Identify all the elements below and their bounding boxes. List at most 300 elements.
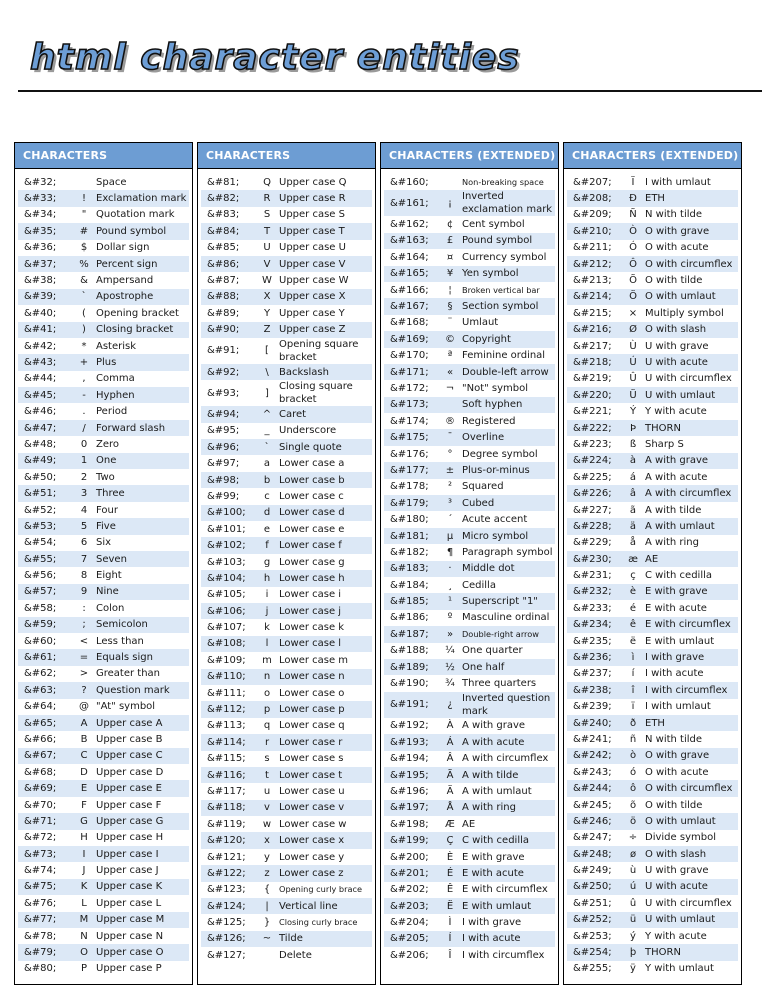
entity-code: &#41; <box>24 324 57 336</box>
table-row <box>18 567 189 583</box>
entity-symbol: Õ <box>629 275 637 287</box>
entity-symbol: 4 <box>80 504 88 516</box>
entity-code: &#205; <box>390 933 429 945</box>
table-row <box>384 783 555 799</box>
entity-description: Currency symbol <box>462 251 547 263</box>
table-row <box>567 256 738 272</box>
table-row <box>18 912 189 928</box>
entity-symbol: ± <box>445 464 455 476</box>
entity-symbol: × <box>628 307 638 319</box>
entity-code: &#44; <box>24 373 57 385</box>
entity-code: &#169; <box>390 333 429 345</box>
entity-code: &#127; <box>207 949 246 961</box>
table-row <box>18 322 189 338</box>
table-row <box>384 479 555 495</box>
entity-description: Y with acute <box>645 930 707 942</box>
entity-code: &#202; <box>390 884 429 896</box>
entity-symbol: l <box>265 638 269 650</box>
entity-symbol: ¶ <box>446 546 454 558</box>
entity-code: &#199; <box>390 835 429 847</box>
entity-code: &#92; <box>207 366 240 378</box>
entity-code: &#110; <box>207 671 246 683</box>
entity-symbol: µ <box>446 530 454 542</box>
entity-code: &#249; <box>573 865 612 877</box>
entity-code: &#209; <box>573 209 612 221</box>
entity-symbol: ¡ <box>447 197 452 209</box>
entity-description: U with acute <box>645 356 708 368</box>
entity-symbol: ¬ <box>445 382 455 394</box>
entity-symbol: ! <box>81 193 86 205</box>
entity-code: &#32; <box>24 176 57 188</box>
entity-code: &#55; <box>24 553 57 565</box>
entity-description: E with circumflex <box>645 619 731 631</box>
entity-symbol: s <box>264 753 270 765</box>
entity-symbol: º <box>447 612 453 624</box>
table-row <box>567 633 738 649</box>
entity-code: &#79; <box>24 947 57 959</box>
entity-code: &#178; <box>390 481 429 493</box>
table-row <box>201 439 372 455</box>
entity-description: O with umlaut <box>645 291 716 303</box>
entity-code: &#195; <box>390 769 429 781</box>
entity-symbol: 3 <box>80 488 88 500</box>
entity-symbol: ç <box>630 570 636 582</box>
entity-code: &#45; <box>24 389 57 401</box>
entity-description: Lower case d <box>279 507 345 519</box>
entity-description: Lower case l <box>279 638 342 650</box>
entity-code: &#224; <box>573 455 612 467</box>
entity-symbol: _ <box>264 425 270 437</box>
table-row <box>201 882 372 898</box>
entity-code: &#175; <box>390 432 429 444</box>
table-row <box>18 895 189 911</box>
entity-code: &#113; <box>207 720 246 732</box>
table-row <box>384 882 555 898</box>
entity-description: ETH <box>645 717 665 729</box>
entity-symbol: Ñ <box>629 209 637 221</box>
entity-description: Upper case N <box>96 930 164 942</box>
entity-description: Two <box>96 471 115 483</box>
panel-header: CHARACTERS <box>198 143 375 169</box>
entity-code: &#172; <box>390 382 429 394</box>
entity-code: &#38; <box>24 275 57 287</box>
entity-description: THORN <box>645 422 681 434</box>
table-row <box>567 174 738 190</box>
entity-symbol: X <box>263 291 271 303</box>
entity-description: Lower case f <box>279 540 342 552</box>
entity-description: A with grave <box>645 455 709 467</box>
entity-symbol: Ò <box>629 225 637 237</box>
entity-code: &#200; <box>390 851 429 863</box>
entity-description: U with grave <box>645 865 709 877</box>
entity-description: Upper case R <box>279 193 346 205</box>
entity-symbol: ~ <box>262 933 272 945</box>
entity-description: U with circumflex <box>645 897 732 909</box>
entity-code: &#228; <box>573 520 612 532</box>
entity-symbol: Á <box>446 736 454 748</box>
entity-code: &#217; <box>573 340 612 352</box>
entity-description: AE <box>462 818 476 830</box>
entity-code: &#189; <box>390 661 429 673</box>
table-row <box>18 387 189 403</box>
table-row <box>567 567 738 583</box>
table-row <box>18 928 189 944</box>
entity-symbol: à <box>629 455 637 467</box>
entity-description: Lower case b <box>279 474 345 486</box>
table-row <box>384 914 555 930</box>
table-row <box>567 469 738 485</box>
entity-code: &#121; <box>207 851 246 863</box>
entity-code: &#86; <box>207 258 240 270</box>
entity-symbol: Ü <box>629 389 637 401</box>
entity-description: E with umlaut <box>462 900 532 912</box>
table-row <box>18 535 189 551</box>
entity-description: Lower case o <box>279 687 345 699</box>
entity-code: &#223; <box>573 438 612 450</box>
entity-description: O with grave <box>645 225 710 237</box>
table-row <box>201 587 372 603</box>
entity-description: A with circumflex <box>462 753 549 765</box>
entity-symbol: · <box>448 563 452 575</box>
table-row <box>567 879 738 895</box>
table-row <box>567 649 738 665</box>
entity-code: &#61; <box>24 652 57 664</box>
entity-symbol: í <box>631 668 635 680</box>
entity-description: O with tilde <box>645 275 703 287</box>
entity-symbol: h <box>263 572 271 584</box>
table-row <box>18 272 189 288</box>
entity-code: &#173; <box>390 399 429 411</box>
entity-symbol: © <box>445 333 455 345</box>
entity-symbol: k <box>264 622 270 634</box>
table-row <box>384 511 555 527</box>
table-row <box>18 240 189 256</box>
entity-code: &#165; <box>390 268 429 280</box>
entity-symbol: v <box>264 802 270 814</box>
entity-symbol: [ <box>265 345 269 357</box>
entity-code: &#107; <box>207 622 246 634</box>
table-row <box>384 397 555 413</box>
table-row <box>201 223 372 239</box>
entity-description: U with circumflex <box>645 373 732 385</box>
entity-description: A with ring <box>462 802 516 814</box>
entity-symbol: ª <box>447 350 453 362</box>
table-row <box>18 633 189 649</box>
entity-symbol: c <box>264 490 270 502</box>
entity-symbol: 0 <box>80 438 88 450</box>
table-row <box>201 488 372 504</box>
entity-description: Eight <box>96 570 122 582</box>
entity-code: &#164; <box>390 251 429 263</box>
table-row <box>201 364 372 380</box>
entity-description: I with circumflex <box>462 949 545 961</box>
entity-symbol: õ <box>629 799 637 811</box>
entity-symbol: ì <box>631 652 635 664</box>
entity-code: &#208; <box>573 193 612 205</box>
entity-symbol: e <box>263 523 271 535</box>
entity-code: &#162; <box>390 219 429 231</box>
entity-symbol: # <box>79 225 89 237</box>
entity-code: &#67; <box>24 750 57 762</box>
entity-symbol: W <box>262 275 272 287</box>
entity-code: &#225; <box>573 471 612 483</box>
entity-code: &#255; <box>573 963 612 975</box>
table-row <box>384 832 555 848</box>
table-row <box>567 895 738 911</box>
entity-description: Apostrophe <box>96 291 154 303</box>
entity-symbol: ¿ <box>447 699 453 711</box>
entity-code: &#232; <box>573 586 612 598</box>
entity-symbol: ¯ <box>447 432 453 444</box>
entity-description: I with grave <box>462 917 522 929</box>
table-row <box>384 282 555 298</box>
entity-description: Lower case u <box>279 785 345 797</box>
entity-description: Lower case n <box>279 671 345 683</box>
entity-code: &#220; <box>573 389 612 401</box>
table-row <box>201 554 372 570</box>
entity-symbol: ° <box>447 448 453 460</box>
entity-symbol: / <box>82 422 86 434</box>
entity-code: &#102; <box>207 540 246 552</box>
entity-description: Cedilla <box>462 579 496 591</box>
entity-description: Upper case B <box>96 733 163 745</box>
entity-code: &#246; <box>573 815 612 827</box>
table-row <box>384 174 555 190</box>
entity-code: &#245; <box>573 799 612 811</box>
entity-symbol: L <box>81 897 87 909</box>
entity-symbol: U <box>263 242 271 254</box>
entity-code: &#179; <box>390 497 429 509</box>
entity-description: Question mark <box>96 684 170 696</box>
entity-description: Plus-or-minus <box>462 464 530 476</box>
entity-description: E with grave <box>462 851 525 863</box>
entity-symbol: @ <box>79 701 89 713</box>
entity-code: &#98; <box>207 474 240 486</box>
entity-symbol: a <box>263 458 271 470</box>
table-row <box>384 577 555 593</box>
entity-code: &#63; <box>24 684 57 696</box>
entity-code: &#177; <box>390 464 429 476</box>
table-row <box>384 233 555 249</box>
entity-description: One quarter <box>462 645 523 657</box>
entity-code: &#75; <box>24 881 57 893</box>
entity-symbol: D <box>80 766 88 778</box>
entity-code: &#233; <box>573 602 612 614</box>
entity-code: &#60; <box>24 635 57 647</box>
entity-description: Upper case Q <box>279 176 347 188</box>
entity-code: &#46; <box>24 406 57 418</box>
table-row <box>18 617 189 633</box>
entity-symbol: ¢ <box>446 219 454 231</box>
entity-description: O with umlaut <box>645 815 716 827</box>
entity-code: &#242; <box>573 750 612 762</box>
entity-symbol: î <box>631 684 635 696</box>
entity-code: &#58; <box>24 602 57 614</box>
entity-description: Squared <box>462 481 504 493</box>
entity-code: &#51; <box>24 488 57 500</box>
entity-code: &#76; <box>24 897 57 909</box>
entity-symbol: ë <box>629 635 637 647</box>
table-row <box>567 830 738 846</box>
entity-description: Opening square bracket <box>279 338 359 363</box>
entity-description: A with umlaut <box>462 785 532 797</box>
entity-description: U with acute <box>645 881 708 893</box>
entity-description: I with acute <box>462 933 521 945</box>
entity-description: Feminine ordinal <box>462 350 546 362</box>
entity-description: Tilde <box>279 933 303 945</box>
table-row <box>567 797 738 813</box>
entity-code: &#239; <box>573 701 612 713</box>
entity-code: &#215; <box>573 307 612 319</box>
table-row <box>18 289 189 305</box>
entity-code: &#196; <box>390 785 429 797</box>
table-row <box>567 731 738 747</box>
entity-description: Dollar sign <box>96 242 150 254</box>
entity-description: Lower case m <box>279 654 349 666</box>
entity-symbol: ´ <box>447 514 453 526</box>
entity-symbol: ð <box>629 717 637 729</box>
entity-description: Exclamation mark <box>96 193 187 205</box>
entity-symbol: ô <box>629 783 637 795</box>
entity-symbol: r <box>264 736 270 748</box>
entity-code: &#240; <box>573 717 612 729</box>
table-row <box>567 551 738 567</box>
entity-description: Closing curly brace <box>279 917 358 928</box>
table-row <box>18 207 189 223</box>
table-row <box>384 249 555 265</box>
table-row <box>567 371 738 387</box>
entity-code: &#91; <box>207 345 240 357</box>
entity-description: Degree symbol <box>462 448 538 460</box>
entity-code: &#206; <box>390 949 429 961</box>
entity-description: I with acute <box>645 668 704 680</box>
entity-description: Sharp S <box>645 438 684 450</box>
table-row <box>18 748 189 764</box>
entity-description: Caret <box>279 408 307 420</box>
table-row <box>201 701 372 717</box>
table-row <box>18 699 189 715</box>
entity-symbol: { <box>263 884 271 896</box>
entity-code: &#214; <box>573 291 612 303</box>
table-row <box>201 669 372 685</box>
entity-description: Divide symbol <box>645 832 716 844</box>
table-row <box>201 380 372 406</box>
entity-code: &#104; <box>207 572 246 584</box>
entity-code: &#193; <box>390 736 429 748</box>
entity-code: &#88; <box>207 291 240 303</box>
table-row <box>201 931 372 947</box>
entity-code: &#212; <box>573 258 612 270</box>
entity-symbol: » <box>446 628 454 640</box>
entity-symbol: 7 <box>80 553 88 565</box>
entity-description: Lower case y <box>279 851 345 863</box>
entity-symbol: ö <box>629 815 637 827</box>
entity-description: Masculine ordinal <box>462 612 550 624</box>
entity-description: Upper case W <box>279 275 349 287</box>
entity-symbol: ä <box>629 520 637 532</box>
entity-symbol: d <box>263 507 271 519</box>
table-row <box>567 813 738 829</box>
entity-symbol: è <box>629 586 637 598</box>
entity-symbol: § <box>447 301 453 313</box>
table-row <box>567 240 738 256</box>
table-row <box>18 420 189 436</box>
table-row <box>201 406 372 422</box>
entity-symbol: Ó <box>629 242 637 254</box>
entity-symbol: ñ <box>629 733 637 745</box>
table-row <box>18 338 189 354</box>
entity-code: &#40; <box>24 307 57 319</box>
table-row <box>18 584 189 600</box>
entity-description: Upper case Z <box>279 324 346 336</box>
table-row <box>384 751 555 767</box>
entity-symbol: K <box>80 881 88 893</box>
entity-description: Registered <box>462 415 516 427</box>
table-row <box>384 931 555 947</box>
table-row <box>567 485 738 501</box>
table-row <box>18 944 189 960</box>
entity-description: Quotation mark <box>96 209 175 221</box>
table-row <box>384 298 555 314</box>
entity-symbol: Ö <box>629 291 637 303</box>
entity-symbol: % <box>79 258 89 270</box>
entity-description: Equals sign <box>96 652 153 664</box>
table-row <box>567 912 738 928</box>
table-row <box>201 190 372 206</box>
entity-symbol: ß <box>629 438 637 450</box>
entity-code: &#221; <box>573 406 612 418</box>
table-row <box>384 816 555 832</box>
entity-description: N with tilde <box>645 733 703 745</box>
entity-code: &#222; <box>573 422 612 434</box>
entity-description: Lower case t <box>279 769 343 781</box>
entity-description: Greater than <box>96 668 161 680</box>
entity-symbol: ` <box>81 291 87 303</box>
entity-description: Lower case c <box>279 490 344 502</box>
entity-description: Single quote <box>279 441 342 453</box>
entity-description: E with umlaut <box>645 635 715 647</box>
entity-symbol: 6 <box>80 537 88 549</box>
table-row <box>201 849 372 865</box>
entity-code: &#216; <box>573 324 612 336</box>
entity-description: A with ring <box>645 537 699 549</box>
entity-symbol: ³ <box>447 497 452 509</box>
entity-description: Micro symbol <box>462 530 529 542</box>
table-row <box>567 862 738 878</box>
entity-code: &#65; <box>24 717 57 729</box>
entity-code: &#231; <box>573 570 612 582</box>
entity-symbol: Å <box>446 802 454 814</box>
entity-symbol: Û <box>629 373 637 385</box>
table-row <box>201 898 372 914</box>
entity-code: &#120; <box>207 835 246 847</box>
entity-symbol: | <box>265 900 269 912</box>
entity-code: &#229; <box>573 537 612 549</box>
entity-code: &#197; <box>390 802 429 814</box>
entity-code: &#52; <box>24 504 57 516</box>
table-row <box>201 322 372 338</box>
table-row <box>201 272 372 288</box>
entity-description: Upper case U <box>279 242 346 254</box>
table-row <box>18 485 189 501</box>
entity-symbol: £ <box>446 235 454 247</box>
entity-symbol: E <box>80 783 88 795</box>
entity-description: Non-breaking space <box>462 176 544 187</box>
entity-description: Pound symbol <box>462 235 533 247</box>
table-row <box>384 626 555 642</box>
entity-code: &#57; <box>24 586 57 598</box>
entity-symbol: t <box>265 769 269 781</box>
